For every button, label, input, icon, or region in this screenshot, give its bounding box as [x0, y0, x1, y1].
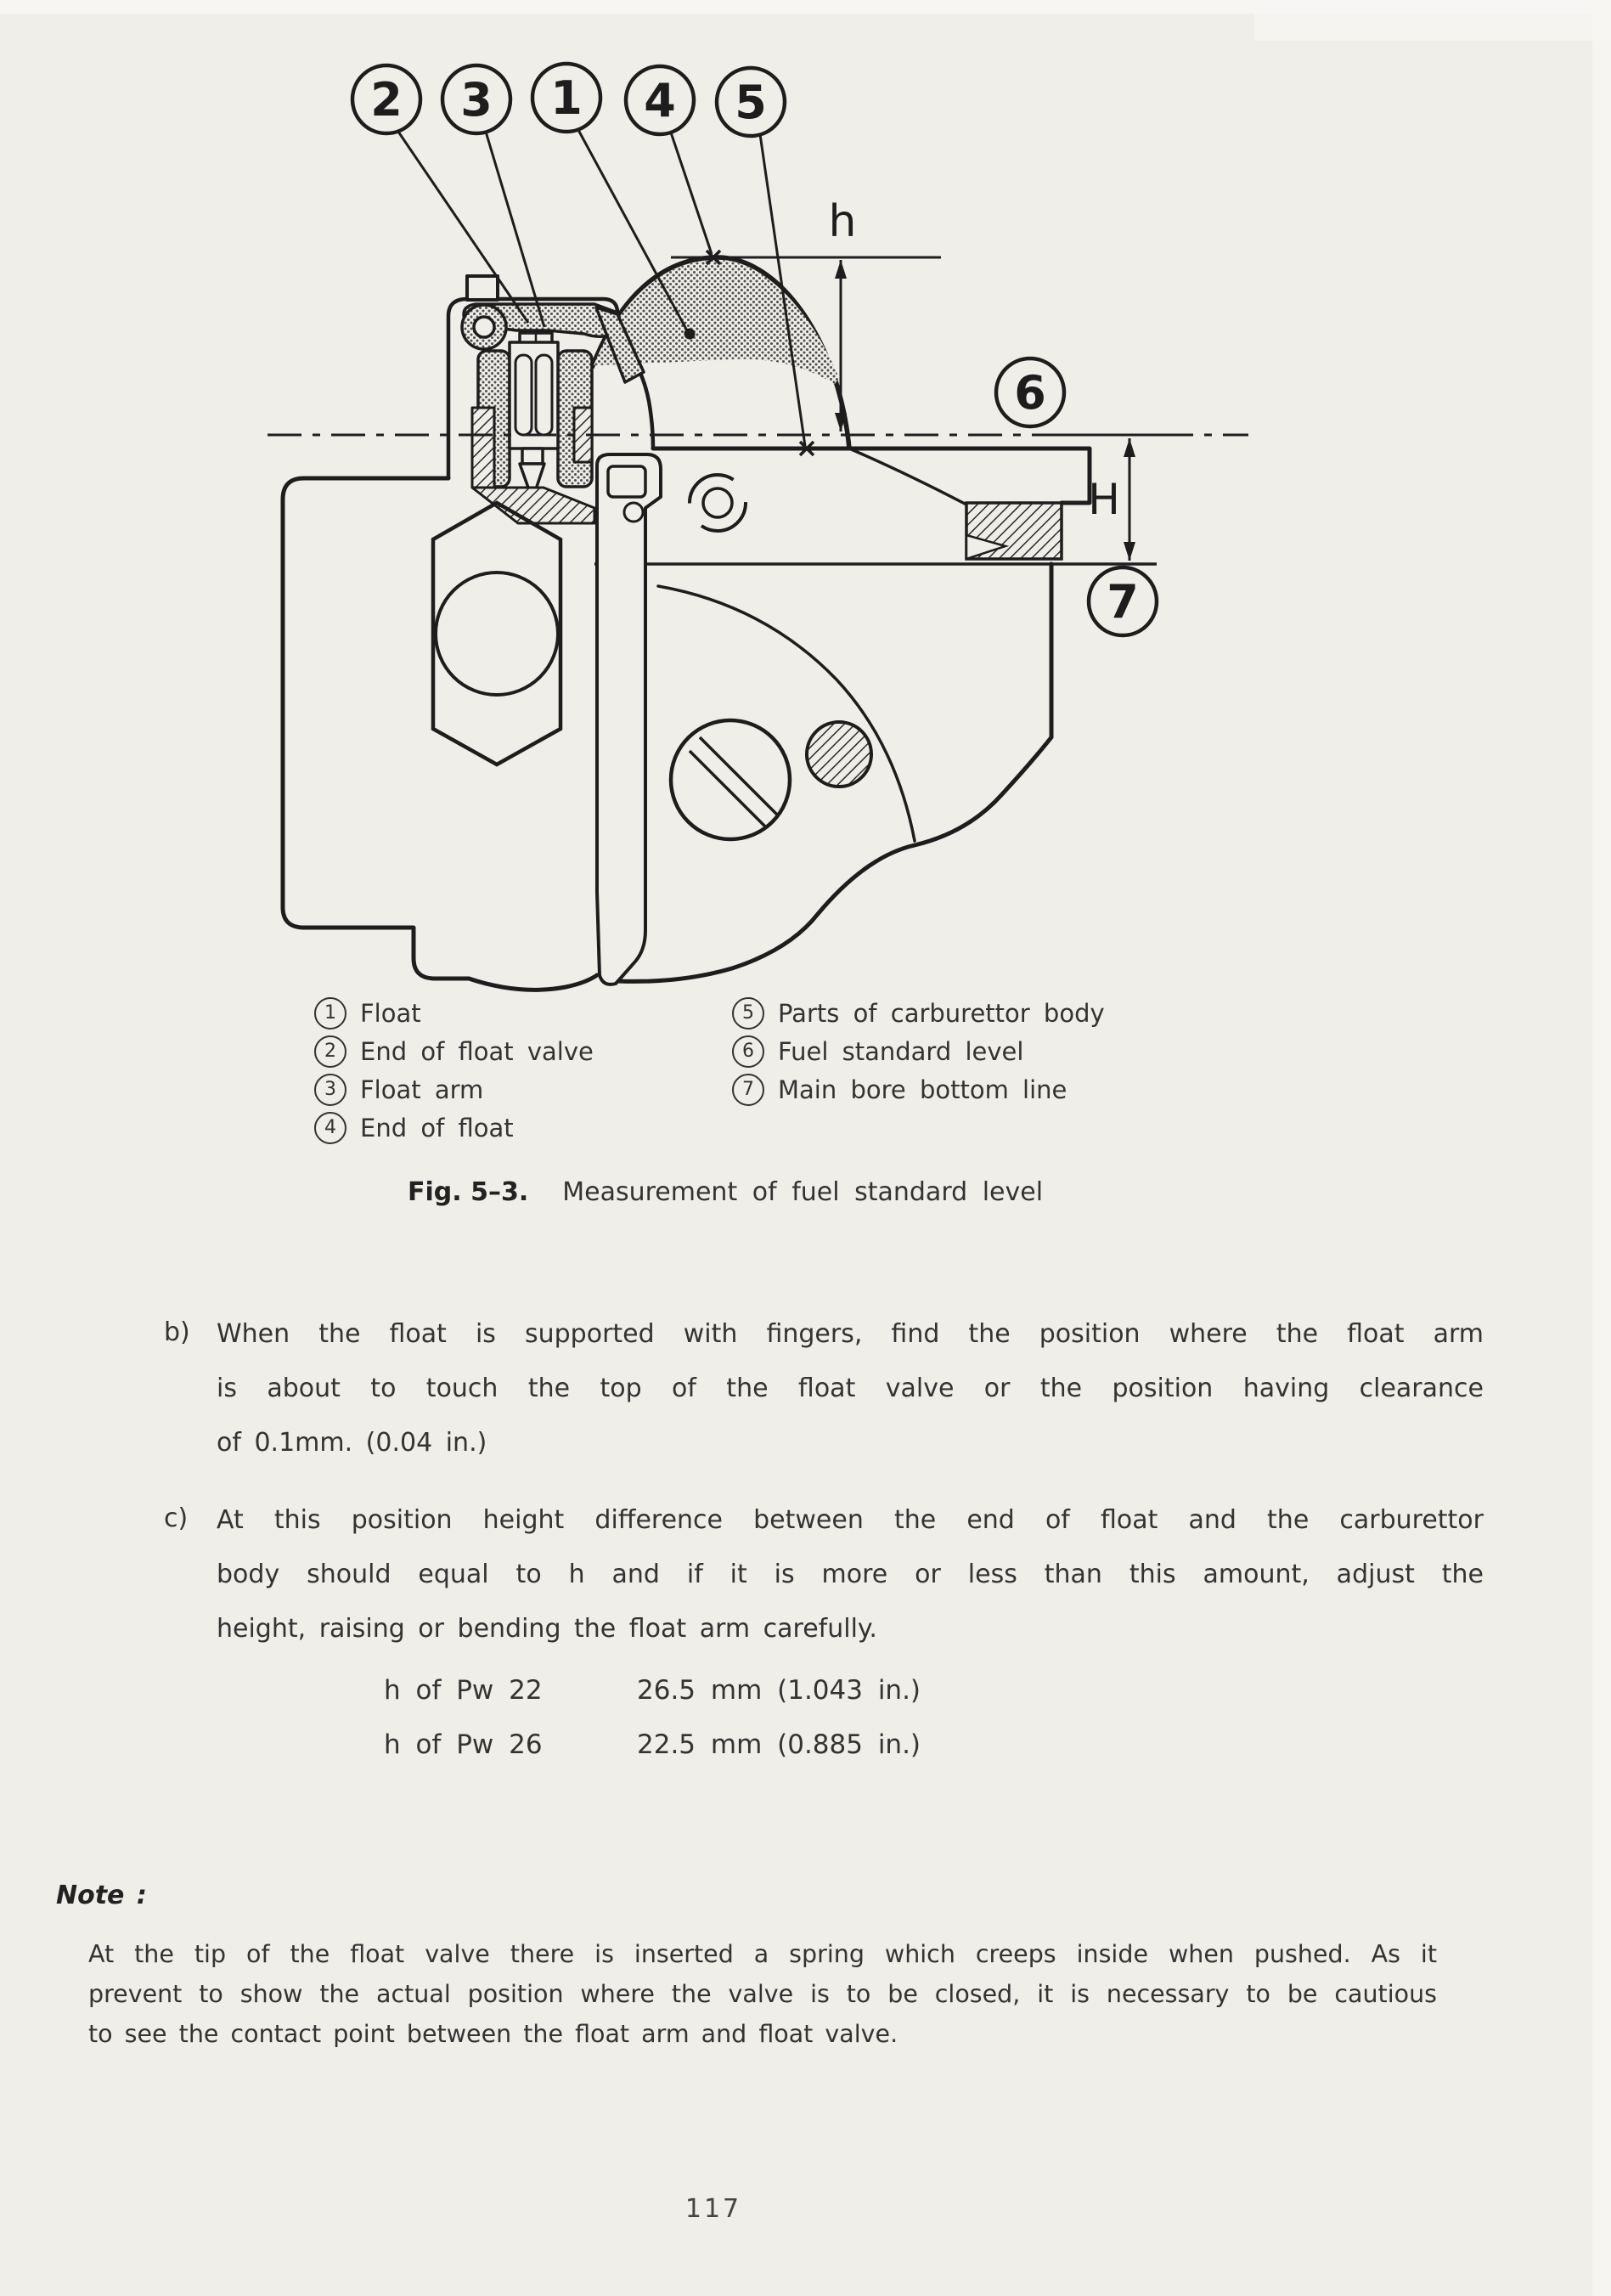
bowl-hex-bolt — [433, 503, 560, 764]
carburettor-cross-section-figure — [195, 34, 1248, 994]
body-venturi-curve — [849, 448, 966, 505]
scan-edge-right — [1592, 0, 1611, 2296]
figure-caption — [408, 1177, 1043, 1207]
item-b-line-3: of 0.1mm. (0.04 in.) — [217, 1428, 487, 1458]
svg-text:6: 6 — [1014, 366, 1046, 420]
legend-column-1 — [314, 994, 594, 1147]
body-outline-left — [283, 478, 469, 979]
callout-7 — [1089, 567, 1157, 635]
svg-text:2: 2 — [370, 73, 403, 127]
item-c-line-1: At this position height difference between the end of float and the carburettor — [217, 1505, 1484, 1535]
slotted-screw — [671, 720, 790, 839]
legend-num-5: 5 — [732, 997, 764, 1030]
legend-label-6: Fuel standard level — [778, 1036, 1024, 1066]
body-outline-bottom-left — [469, 975, 597, 990]
svg-text:4: 4 — [644, 74, 676, 127]
legend-label-2: End of float valve — [360, 1036, 594, 1066]
legend-num-7: 7 — [732, 1074, 764, 1106]
svg-text:1: 1 — [550, 71, 583, 125]
callout-1 — [532, 64, 600, 132]
figure-title: Measurement of fuel standard level — [562, 1177, 1044, 1207]
legend-label-4: End of float — [360, 1113, 514, 1142]
legend-num-6: 6 — [732, 1035, 764, 1068]
dimension-H — [1124, 438, 1135, 561]
spec-row-pw26 — [384, 1729, 921, 1760]
page-number: 117 — [684, 2194, 742, 2224]
leader-2 — [398, 132, 528, 323]
scan-edge-corner — [1254, 0, 1611, 41]
legend-item-end-of-float-valve — [314, 1032, 594, 1070]
svg-text:5: 5 — [735, 76, 767, 129]
idle-screw — [690, 475, 746, 531]
bowl-bolt-circle — [436, 573, 558, 695]
legend-item-float — [314, 994, 594, 1032]
spec-name-pw22: h of Pw 22 — [384, 1675, 543, 1706]
spec-row-pw22 — [384, 1675, 921, 1706]
spec-name-pw26: h of Pw 26 — [384, 1729, 543, 1760]
item-c-label: c) — [164, 1503, 189, 1533]
arm-pivot-pin — [474, 317, 494, 337]
item-b-label: b) — [164, 1317, 190, 1347]
bracket-tab — [467, 276, 498, 300]
legend-item-end-of-float — [314, 1109, 594, 1147]
dimension-h — [835, 260, 847, 432]
spec-value-pw22: 26.5 mm (1.043 in.) — [637, 1675, 921, 1706]
figure-number: Fig. 5–3. — [408, 1177, 529, 1207]
callout-4 — [626, 66, 694, 134]
threaded-plug — [807, 722, 871, 787]
item-b-line-2: is about to touch the top of the float valve or the position having clearance — [217, 1374, 1484, 1403]
callout-5 — [717, 68, 785, 136]
svg-text:7: 7 — [1107, 575, 1139, 629]
note-heading: Note : — [56, 1881, 147, 1910]
legend-label-5: Parts of carburettor body — [778, 998, 1105, 1028]
legend-num-4: 4 — [314, 1112, 346, 1144]
svg-text:3: 3 — [460, 73, 493, 127]
note-line-2: prevent to show the actual position where the valve is to be closed, it is necessary to be cautious — [88, 1980, 1437, 2008]
valve-seat-left — [472, 408, 494, 488]
legend-column-2 — [732, 994, 1105, 1109]
legend-num-1: 1 — [314, 997, 346, 1030]
note-line-1: At the tip of the float valve there is inserted a spring which creeps inside when pushed. As it — [88, 1940, 1437, 1968]
item-b-line-1: When the float is supported with fingers, find the position where the float arm — [217, 1319, 1484, 1349]
note-line-3: to see the contact point between the float arm and float valve. — [88, 2020, 898, 2048]
item-c-paragraph — [217, 1503, 1484, 1667]
leader-4 — [671, 133, 712, 254]
callout-3 — [442, 65, 510, 133]
legend-item-float-arm — [314, 1070, 594, 1109]
note-paragraph — [88, 1938, 1437, 2058]
spec-value-pw26: 22.5 mm (0.885 in.) — [637, 1729, 921, 1760]
dim-H-label: H — [1088, 475, 1120, 524]
legend-label-3: Float arm — [360, 1075, 484, 1104]
callout-6 — [996, 358, 1064, 426]
legend-item-fuel-standard-level — [732, 1032, 1105, 1070]
item-c-line-3: height, raising or bending the float arm carefully. — [217, 1614, 877, 1644]
leader-1-dot — [684, 329, 696, 340]
legend-num-3: 3 — [314, 1074, 346, 1106]
item-c-line-2: body should equal to h and if it is more or less than this amount, adjust the — [217, 1560, 1484, 1589]
legend-label-1: Float — [360, 998, 421, 1028]
legend-item-main-bore-bottom-line — [732, 1070, 1105, 1109]
throttle-lever — [597, 454, 661, 984]
dim-h-label: h — [828, 196, 857, 247]
legend-num-2: 2 — [314, 1035, 346, 1068]
legend-label-7: Main bore bottom line — [778, 1075, 1067, 1104]
legend-item-parts-of-body — [732, 994, 1105, 1032]
valve-stem — [522, 448, 543, 464]
item-b-paragraph — [217, 1317, 1484, 1481]
callout-2 — [352, 65, 420, 133]
